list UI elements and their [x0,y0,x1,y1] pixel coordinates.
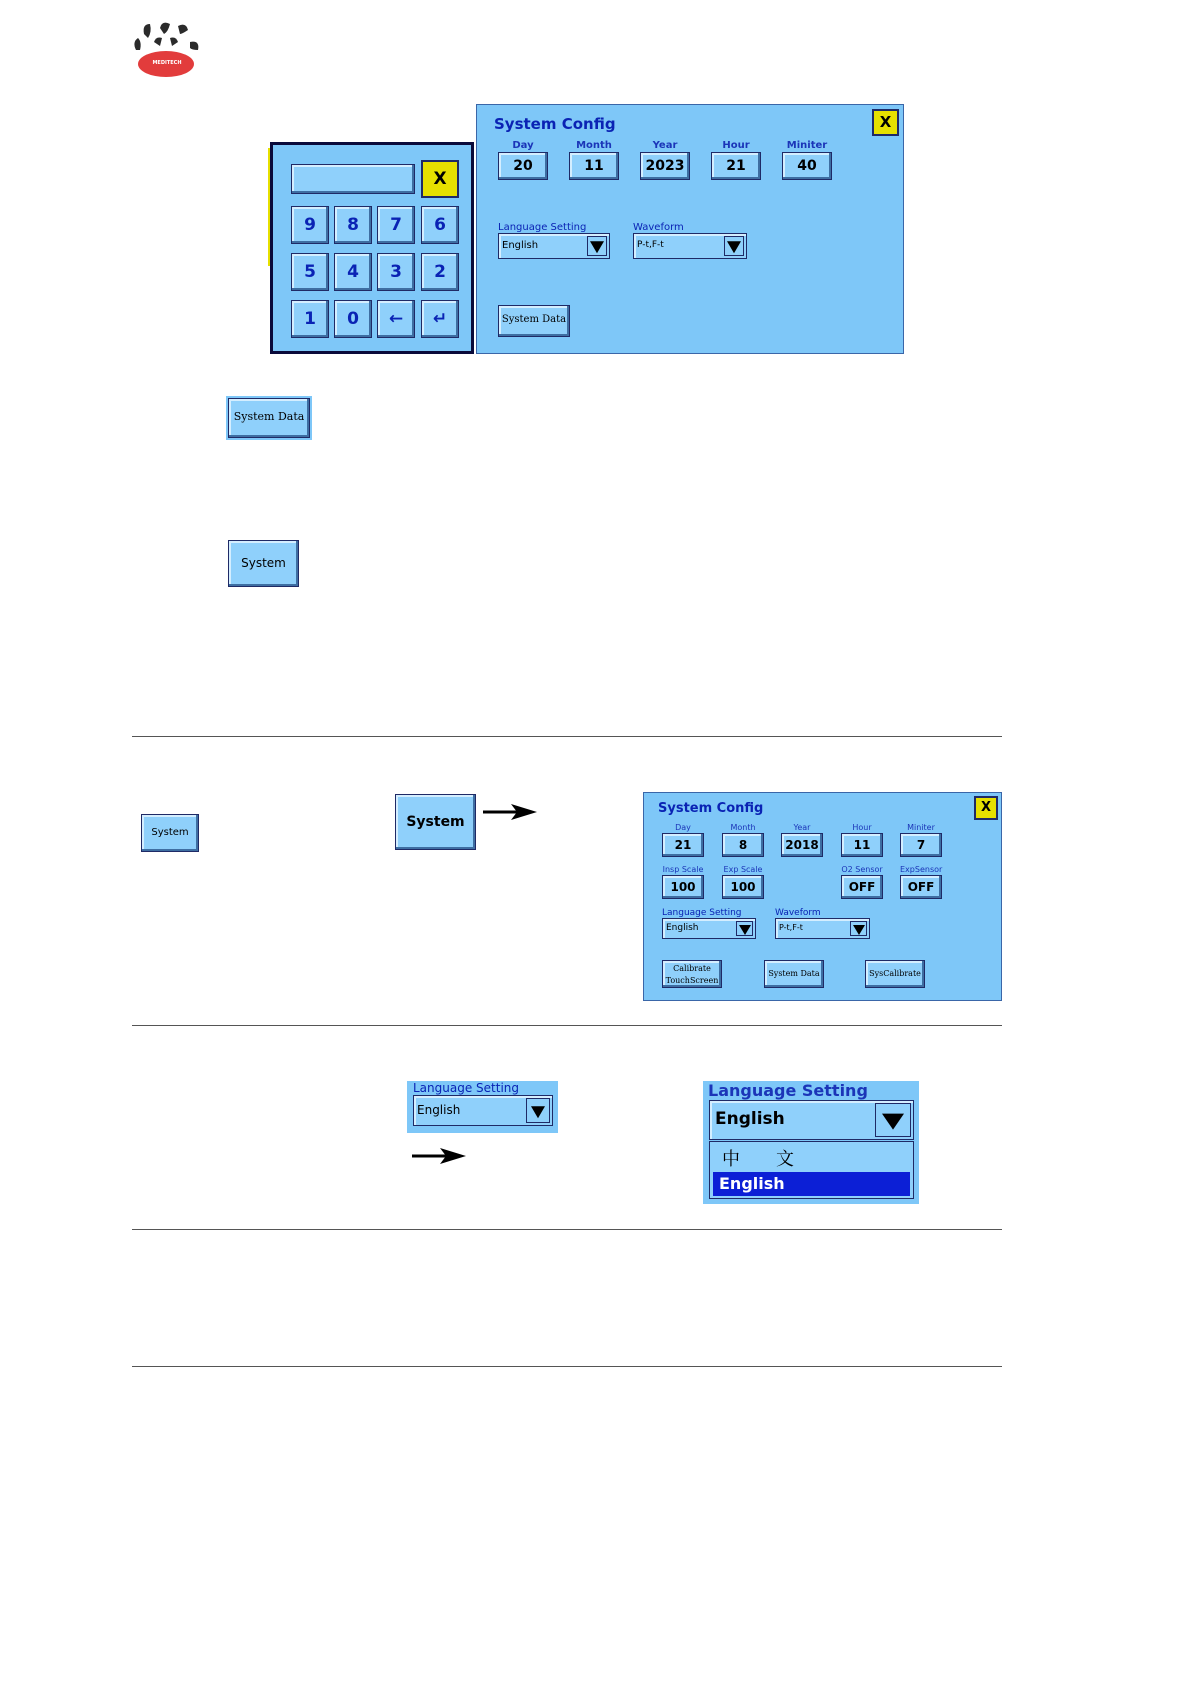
waveform-label: Waveform [775,908,821,918]
digit-key-7[interactable]: 7 [377,206,415,244]
field-label: Hour [722,140,750,151]
dropdown-toggle[interactable] [724,236,744,256]
waveform-value: P-t,F-t [779,923,803,932]
field-value-year[interactable]: 2023 [640,152,690,180]
field-label: Insp Scale [662,865,704,874]
divider [132,1229,1002,1230]
calibrate-touchscreen-button[interactable]: Calibrate TouchScreen [662,960,722,988]
field-label: Miniter [786,140,828,151]
chevron-down-icon [739,925,751,935]
field-value-exp-scale[interactable]: 100 [722,875,764,899]
close-button[interactable]: X [872,109,899,136]
language-options-list [709,1141,914,1199]
language-dropdown[interactable] [413,1095,553,1126]
dropdown-toggle[interactable] [850,921,867,936]
language-option-selected[interactable]: English [713,1172,910,1196]
backspace-key[interactable]: ← [377,300,415,338]
language-option[interactable]: 中 文 [722,1149,794,1170]
system-button-small[interactable]: System [141,814,199,852]
field-label: Month [730,823,756,832]
language-value: English [502,240,539,251]
language-setting-label: Language Setting [708,1081,868,1100]
system-button-large[interactable]: System [395,794,476,850]
digit-key-5[interactable]: 5 [291,253,329,291]
field-label: Year [652,140,678,151]
language-setting-label: Language Setting [413,1081,520,1095]
keypad-close-button[interactable]: X [421,160,459,198]
chevron-down-icon [882,1114,904,1130]
panel-title: System Config [658,801,764,816]
language-dropdown[interactable] [498,233,610,259]
dropdown-toggle[interactable] [736,921,753,936]
field-label: Miniter [907,823,935,832]
paw-logo-icon [130,20,202,78]
divider [132,1025,1002,1026]
meditech-logo [130,20,202,78]
system-config-panel [476,104,904,354]
language-dropdown[interactable] [709,1100,914,1140]
field-value-hour[interactable]: 11 [841,833,883,857]
language-setting-label: Language Setting [662,908,742,918]
waveform-dropdown[interactable] [633,233,747,259]
arrow-right-icon [483,802,539,822]
arrow-right-icon [412,1146,468,1166]
close-button[interactable]: X [974,796,998,820]
digit-key-0[interactable]: 0 [334,300,372,338]
field-label: O2 Sensor [841,865,883,874]
digit-key-1[interactable]: 1 [291,300,329,338]
dropdown-toggle[interactable] [875,1103,911,1137]
field-label: Day [512,140,534,151]
digit-key-2[interactable]: 2 [421,253,459,291]
divider [132,736,1002,737]
language-dropdown[interactable] [662,918,756,939]
system-data-button[interactable]: System Data [228,398,310,438]
language-value: English [666,923,699,933]
enter-key[interactable]: ↵ [421,300,459,338]
field-value-year[interactable]: 2018 [781,833,823,857]
waveform-label: Waveform [633,222,684,233]
language-setting-label: Language Setting [498,222,587,233]
digit-key-6[interactable]: 6 [421,206,459,244]
divider [132,1366,1002,1367]
language-setting-expanded [703,1081,919,1204]
digit-key-4[interactable]: 4 [334,253,372,291]
field-value-hour[interactable]: 21 [711,152,761,180]
field-value-month[interactable]: 11 [569,152,619,180]
field-value-miniter[interactable]: 40 [782,152,832,180]
field-label: ExpSensor [900,865,943,874]
chevron-down-icon [727,241,741,253]
system-config-panel-full [643,792,1002,1001]
digit-key-8[interactable]: 8 [334,206,372,244]
waveform-value: P-t,F-t [637,240,664,250]
field-value-day[interactable]: 20 [498,152,548,180]
field-label: Month [576,140,612,151]
field-label: Day [675,823,691,832]
language-value: English [417,1103,461,1117]
keypad-display-field[interactable] [291,164,415,194]
field-value-month[interactable]: 8 [722,833,764,857]
chevron-down-icon [531,1106,545,1118]
digit-key-3[interactable]: 3 [377,253,415,291]
chevron-down-icon [853,925,865,935]
digit-key-9[interactable]: 9 [291,206,329,244]
waveform-dropdown[interactable] [775,918,870,939]
logo-text: MEDITECH [152,60,182,66]
numeric-keypad-panel [270,142,474,354]
language-value: English [715,1109,785,1129]
syscalibrate-button[interactable]: SysCalibrate [865,960,925,988]
field-value-day[interactable]: 21 [662,833,704,857]
dropdown-toggle[interactable] [587,236,607,256]
field-value-expsensor[interactable]: OFF [900,875,942,899]
field-value-o2-sensor[interactable]: OFF [841,875,883,899]
chevron-down-icon [590,241,604,253]
language-setting-collapsed [407,1081,558,1133]
field-value-insp-scale[interactable]: 100 [662,875,704,899]
field-label: Exp Scale [723,865,763,874]
field-label: Year [793,823,811,832]
system-data-button[interactable]: System Data [764,960,824,988]
system-data-button[interactable]: System Data [498,305,570,337]
field-label: Hour [852,823,872,832]
field-value-miniter[interactable]: 7 [900,833,942,857]
dropdown-toggle[interactable] [526,1098,550,1123]
system-button[interactable]: System [228,540,299,587]
panel-title: System Config [494,115,616,133]
